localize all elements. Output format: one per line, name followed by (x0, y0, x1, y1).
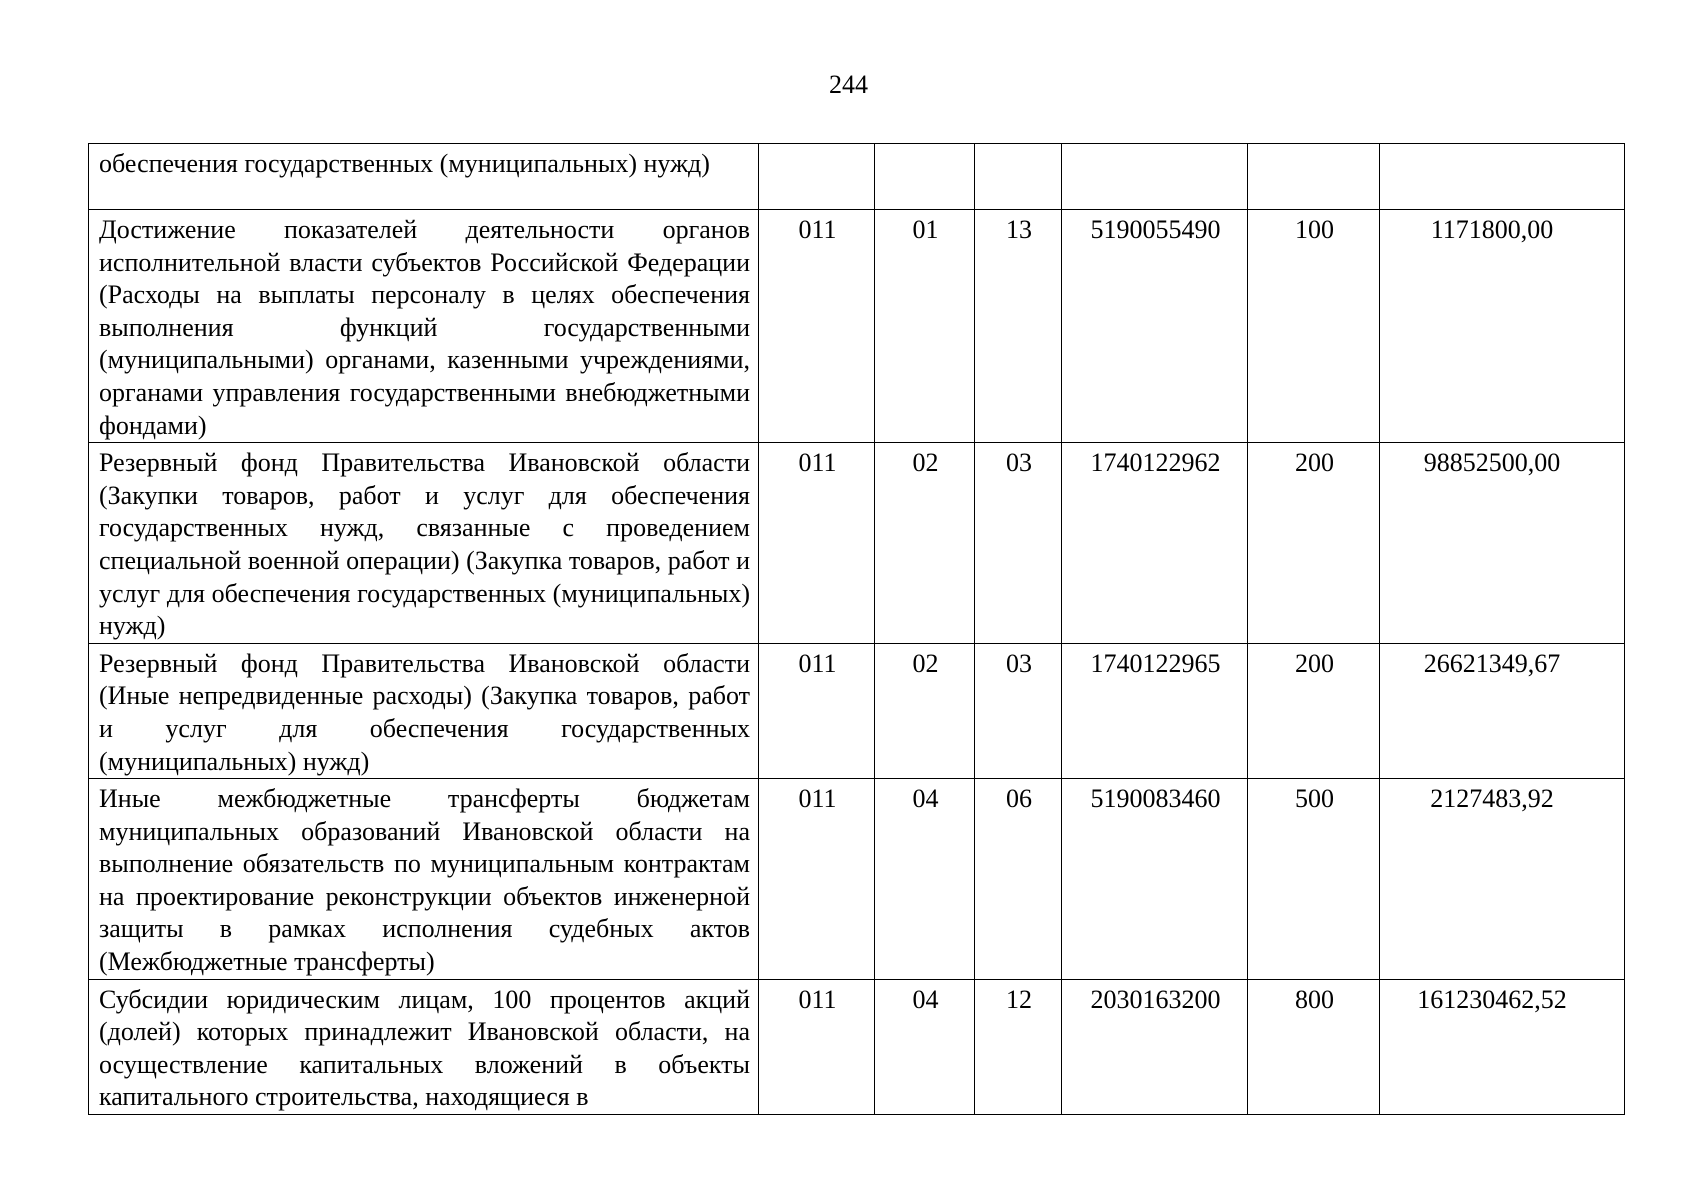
row-name: Иные межбюджетные трансферты бюджетам муниципальных образований Ивановской области на выполнение обязательств по муниципальным контрактам на проектирование реконструкции объектов инженерной защиты в рамках исполнения судебных актов (Межбюджетные трансферты) (89, 779, 759, 980)
expense-type-code: 100 (1248, 210, 1380, 443)
expense-type-code: 800 (1248, 979, 1380, 1114)
row-name: Резервный фонд Правительства Ивановской области (Закупки товаров, работ и услуг для обеспечения государственных нужд, связанные с проведением специальной военной операции) (Закупка товаров, работ и услуг для обеспечения государственных (муниципальных) нужд) (89, 443, 759, 644)
ministry-code: 011 (759, 643, 875, 778)
budget-table (88, 143, 1625, 1115)
amount: 98852500,00 (1380, 443, 1625, 644)
amount: 1171800,00 (1380, 210, 1625, 443)
ministry-code: 011 (759, 210, 875, 443)
subsection-code: 12 (975, 979, 1062, 1114)
amount: 26621349,67 (1380, 643, 1625, 778)
target-article-code: 1740122965 (1062, 643, 1248, 778)
ministry-code (759, 144, 875, 210)
expense-type-code (1248, 144, 1380, 210)
target-article-code: 5190055490 (1062, 210, 1248, 443)
row-name: обеспечения государственных (муниципальных) нужд) (89, 144, 759, 210)
table-row (89, 443, 1625, 644)
subsection-code: 13 (975, 210, 1062, 443)
target-article-code: 2030163200 (1062, 979, 1248, 1114)
section-code: 04 (875, 779, 975, 980)
section-code (875, 144, 975, 210)
table-row (89, 144, 1625, 210)
subsection-code: 03 (975, 643, 1062, 778)
target-article-code: 1740122962 (1062, 443, 1248, 644)
amount: 2127483,92 (1380, 779, 1625, 980)
table-row (89, 779, 1625, 980)
row-name: Резервный фонд Правительства Ивановской области (Иные непредвиденные расходы) (Закупка товаров, работ и услуг для обеспечения государственных (муниципальных) нужд) (89, 643, 759, 778)
expense-type-code: 500 (1248, 779, 1380, 980)
table-row (89, 643, 1625, 778)
table-row (89, 979, 1625, 1114)
section-code: 04 (875, 979, 975, 1114)
table-row (89, 210, 1625, 443)
target-article-code: 5190083460 (1062, 779, 1248, 980)
ministry-code: 011 (759, 779, 875, 980)
ministry-code: 011 (759, 443, 875, 644)
amount: 161230462,52 (1380, 979, 1625, 1114)
expense-type-code: 200 (1248, 643, 1380, 778)
target-article-code (1062, 144, 1248, 210)
section-code: 02 (875, 443, 975, 644)
amount (1380, 144, 1625, 210)
section-code: 02 (875, 643, 975, 778)
row-name: Достижение показателей деятельности органов исполнительной власти субъектов Российской Федерации (Расходы на выплаты персоналу в целях обеспечения выполнения функций государственными (муниципальными) органами, казенными учреждениями, органами управления государственными внебюджетными фондами) (89, 210, 759, 443)
subsection-code: 06 (975, 779, 1062, 980)
ministry-code: 011 (759, 979, 875, 1114)
page-number: 244 (829, 70, 868, 99)
expense-type-code: 200 (1248, 443, 1380, 644)
section-code: 01 (875, 210, 975, 443)
row-name: Субсидии юридическим лицам, 100 процентов акций (долей) которых принадлежит Ивановской области, на осуществление капитальных вложений в объекты капитального строительства, находящиеся в (89, 979, 759, 1114)
subsection-code: 03 (975, 443, 1062, 644)
subsection-code (975, 144, 1062, 210)
